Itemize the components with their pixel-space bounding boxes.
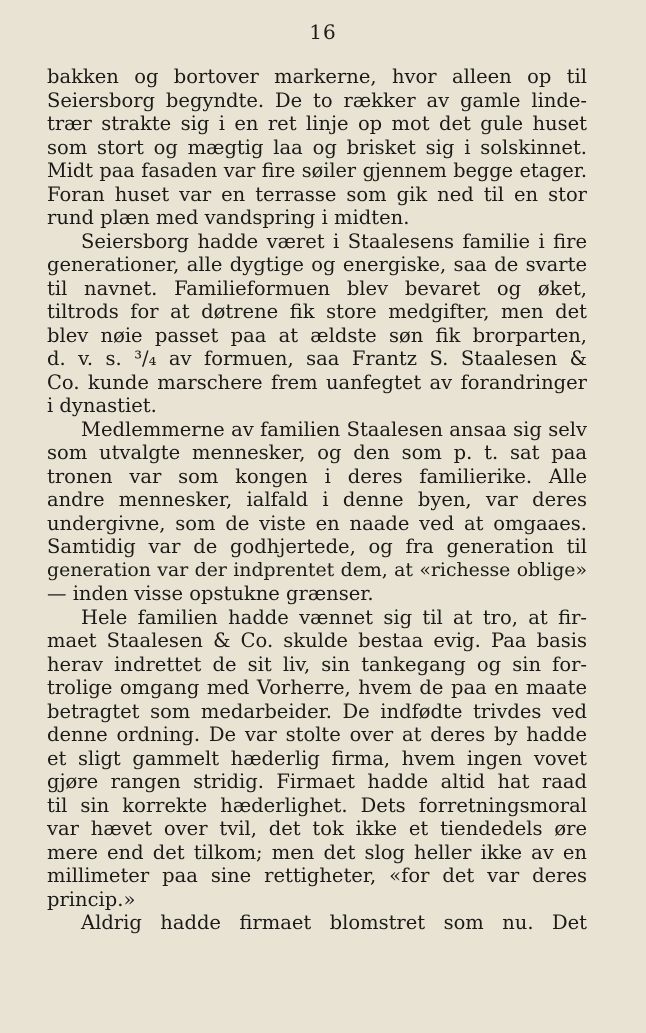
text-line: generationer, alle dygtige og energiske, saa de svarte <box>47 253 587 276</box>
page-number: 16 <box>309 20 337 44</box>
text-line: generation var der indprentet dem, at «richesse oblige» <box>47 558 587 581</box>
text-line: Seiersborg begyndte. De to rækker av gamle linde- <box>47 88 587 112</box>
text-line: gjøre rangen stridig. Firmaet hadde altid hat raad <box>47 770 587 793</box>
text-line: d. v. s. ³/₄ av formuen, saa Frantz S. Staalesen & <box>47 347 587 370</box>
text-line: blev nøie passet paa at ældste søn fik brorparten, <box>47 323 587 347</box>
text-line: som stort og mægtig laa og brisket sig i solskinnet. <box>47 135 587 159</box>
text-line: Samtidig var de godhjertede, og fra generation til <box>47 535 587 558</box>
text-line: var hævet over tvil, det tok ikke et tiendedels øre <box>47 817 587 840</box>
text-line: trær strakte sig i en ret linje op mot det gule huset <box>47 112 587 135</box>
text-line: Seiersborg hadde været i Staalesens familie i fire <box>81 229 587 253</box>
text-line: i dynastiet. <box>47 394 157 417</box>
text-line: Hele familien hadde vænnet sig til at tro, at fir- <box>81 605 587 629</box>
text-line: trolige omgang med Vorherre, hvem de paa en maate <box>47 676 587 699</box>
text-line: Co. kunde marschere frem uanfegtet av forandringer <box>47 370 587 394</box>
text-line: herav indrettet de sit liv, sin tankegang og sin for- <box>47 652 587 676</box>
text-line: andre mennesker, ialfald i denne byen, var deres <box>47 488 587 511</box>
text-line: Midt paa fasaden var fire søiler gjennem begge etager. <box>47 159 587 182</box>
text-line: mere end det tilkom; men det slog heller ikke av en <box>47 840 587 864</box>
text-line: princip.» <box>47 887 136 911</box>
text-line: Foran huset var en terrasse som gik ned til en stor <box>47 182 587 206</box>
text-line: maet Staalesen & Co. skulde bestaa evig. Paa basis <box>47 629 587 652</box>
text-line: til sin korrekte hæderlighet. Dets forretningsmoral <box>47 793 587 817</box>
text-line: Medlemmerne av familien Staalesen ansaa sig selv <box>81 417 587 441</box>
text-line: rund plæn med vandspring i midten. <box>47 206 410 229</box>
text-line: et sligt gammelt hæderlig firma, hvem ingen vovet <box>47 746 587 770</box>
text-line: betragtet som medarbeider. De indfødte trivdes ved <box>47 699 587 723</box>
text-line: — inden visse opstukne grænser. <box>47 582 374 605</box>
text-line: Aldrig hadde firmaet blomstret som nu. Det <box>81 911 587 934</box>
body-text <box>47 65 587 935</box>
text-line: denne ordning. De var stolte over at deres by hadde <box>47 723 587 746</box>
text-line: undergivne, som de viste en naade ved at omgaaes. <box>47 511 587 535</box>
text-line: tronen var som kongen i deres familierike. Alle <box>47 464 587 488</box>
text-line: som utvalgte mennesker, og den som p. t. sat paa <box>47 441 587 464</box>
text-line: tiltrods for at døtrene fik store medgifter, men det <box>47 300 587 323</box>
text-line: millimeter paa sine rettigheter, «for det var deres <box>47 864 587 887</box>
text-line: bakken og bortover markerne, hvor alleen op til <box>47 65 587 88</box>
text-line: til navnet. Familieformuen blev bevaret og øket, <box>47 276 587 300</box>
